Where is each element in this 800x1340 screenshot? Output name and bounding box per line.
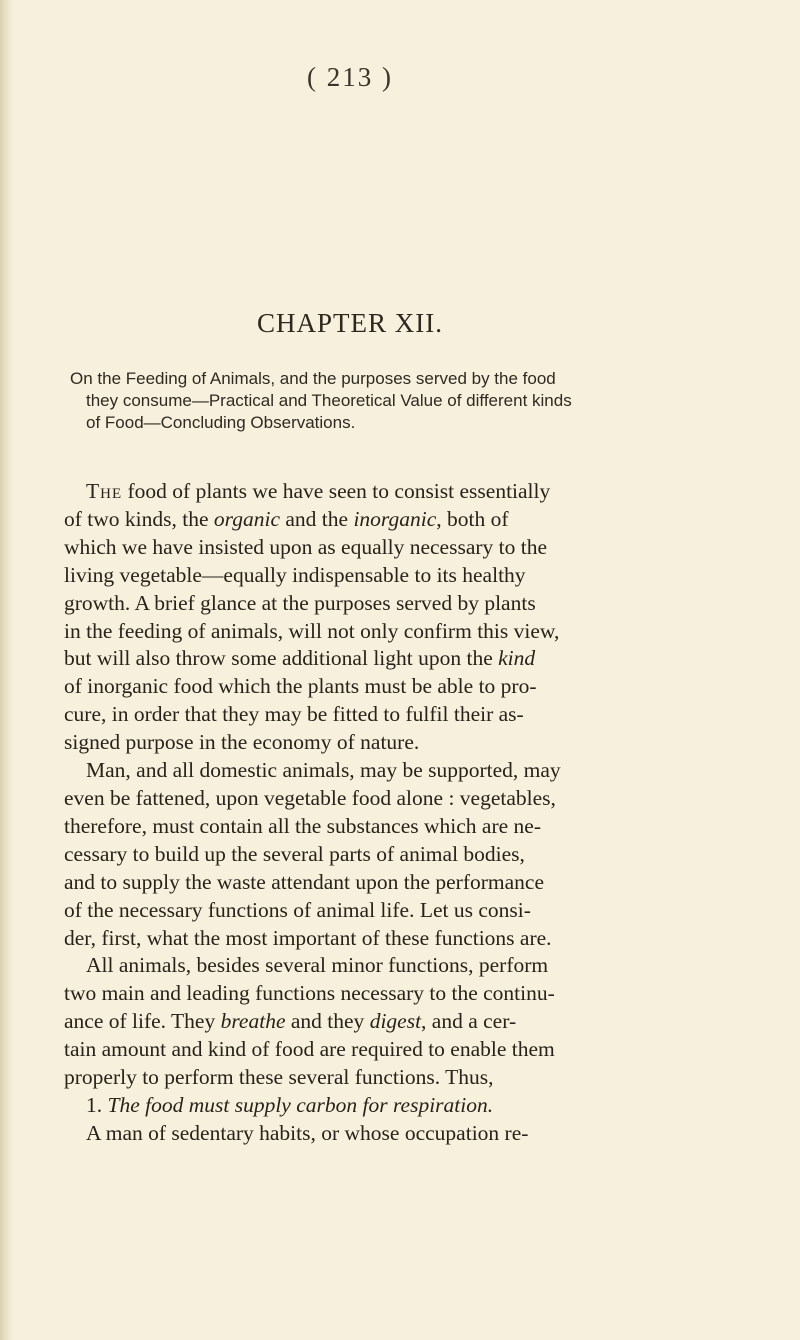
chapter-summary	[62, 368, 684, 434]
page-edge-shadow	[0, 0, 14, 1340]
text-line: cure, in order that they may be fitted to fulfil their as-	[64, 702, 524, 727]
emphasis-organic: organic	[213, 506, 280, 531]
text-line: The food of plants we have seen to consist essentially	[86, 479, 551, 503]
opening-word: The	[86, 479, 123, 503]
emphasis-kind: kind	[498, 646, 536, 671]
text-line: cessary to build up the several parts of animal bodies,	[64, 841, 525, 866]
text-line: der, first, what the most important of these functions are.	[64, 925, 552, 950]
text-line: of two kinds, the organic and the inorganic, both of	[64, 506, 509, 531]
text-line	[64, 1092, 686, 1120]
text-line: of the necessary functions of animal life. Let us consi-	[64, 897, 531, 922]
page-number: ( 213 )	[307, 62, 393, 92]
text-line: which we have insisted upon as equally necessary to the	[64, 534, 548, 559]
emphasis-digest: digest	[369, 1009, 422, 1034]
text-line: therefore, must contain all the substances which are ne-	[64, 813, 541, 838]
text-line: but will also throw some additional light upon the kind	[64, 646, 536, 671]
text-line: All animals, besides several minor functions, perform	[86, 953, 549, 978]
text-line: living vegetable—equally indispensable to its healthy	[64, 562, 526, 587]
text-line: properly to perform these several functions. Thus,	[64, 1065, 494, 1090]
section-heading: The food must supply carbon for respiration.	[107, 1092, 494, 1117]
text-line: growth. A brief glance at the purposes served by plants	[64, 590, 536, 615]
emphasis-breathe: breathe	[220, 1009, 286, 1034]
summary-line: of Food—Concluding Observations.	[86, 413, 356, 432]
text-line: and to supply the waste attendant upon the performance	[64, 869, 545, 894]
text-line: signed purpose in the economy of nature.	[64, 730, 420, 755]
text-line: tain amount and kind of food are required to enable them	[64, 1037, 555, 1062]
text-line: even be fattened, upon vegetable food alone : vegetables,	[64, 785, 556, 810]
text-line: of inorganic food which the plants must be able to pro-	[64, 674, 537, 699]
summary-line: On the Feeding of Animals, and the purposes served by the food	[70, 369, 556, 388]
text-line: ance of life. They breathe and they digest, and a cer-	[64, 1009, 517, 1034]
text-line: A man of sedentary habits, or whose occupation re-	[86, 1120, 529, 1145]
chapter-title: CHAPTER XII.	[257, 308, 443, 338]
text-line: Man, and all domestic animals, may be supported, may	[86, 758, 561, 783]
section-number: 1.	[86, 1092, 108, 1117]
body-text	[64, 478, 686, 1148]
text-line: two main and leading functions necessary to the continu-	[64, 981, 555, 1006]
text-line: in the feeding of animals, will not only confirm this view,	[64, 618, 560, 643]
emphasis-inorganic: inorganic	[353, 506, 437, 531]
summary-line: they consume—Practical and Theoretical Value of different kinds	[86, 391, 572, 410]
